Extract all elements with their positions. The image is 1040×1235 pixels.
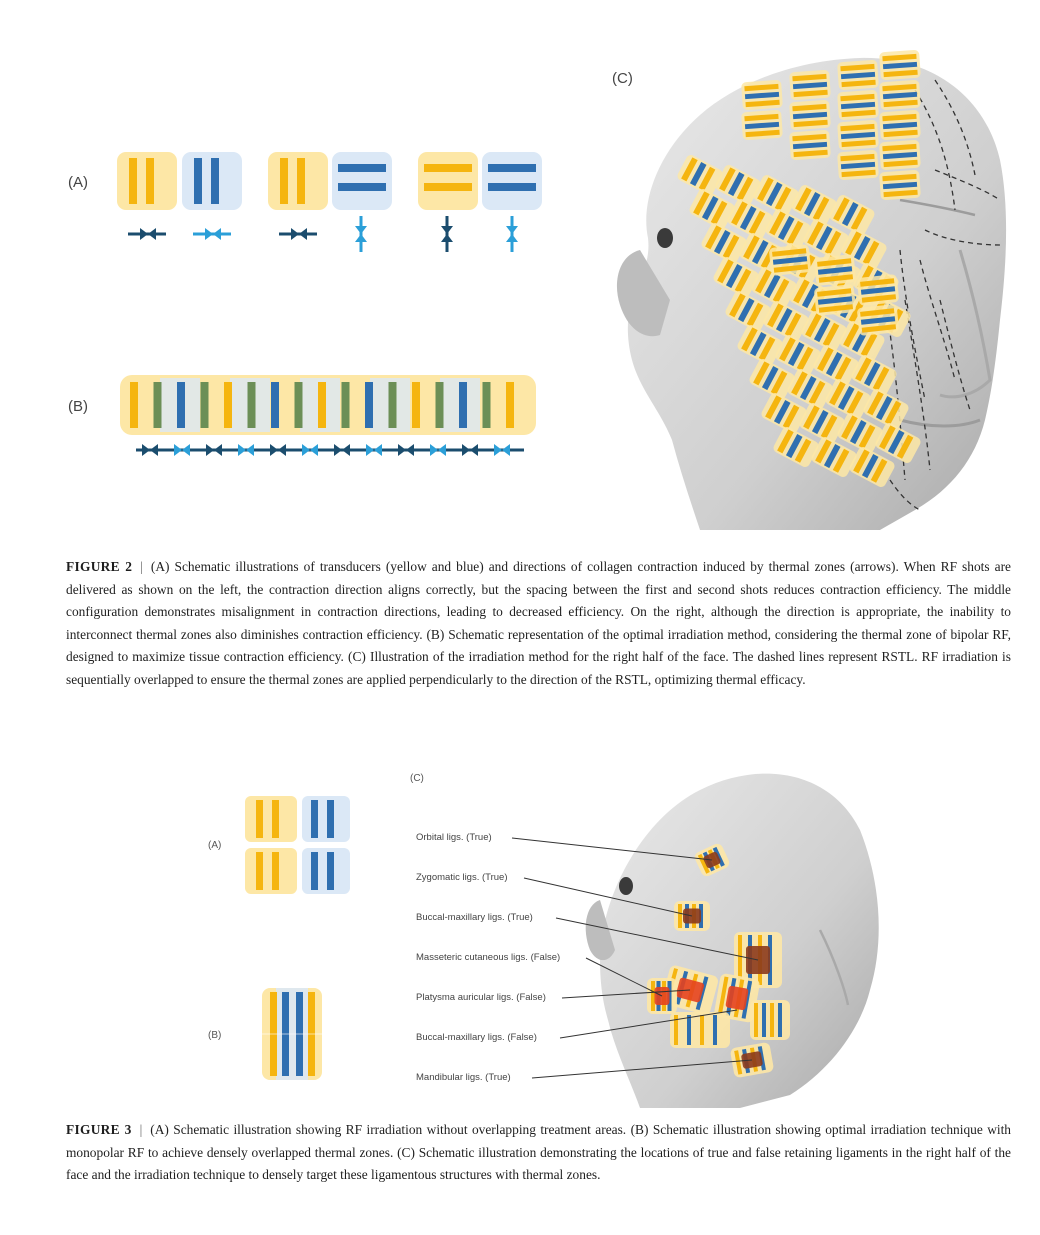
fig2c-transducer — [789, 130, 831, 161]
fig2b-bar — [295, 382, 303, 428]
fig2-caption-separator: | — [140, 559, 143, 574]
fig3c-thermal-zone — [647, 978, 677, 1014]
fig2b-arrowhead — [310, 444, 318, 456]
fig3c-thermal-zone — [750, 1000, 790, 1040]
fig2b-arrowhead — [270, 444, 278, 456]
fig2b-arrowhead — [502, 444, 510, 456]
ligament-label: Platysma auricular ligs. (False) — [416, 992, 546, 1003]
fig3-caption-number: FIGURE 3 — [66, 1122, 132, 1137]
fig2c-transducer — [837, 150, 879, 181]
leader-line — [556, 918, 758, 960]
fig2-caption-number: FIGURE 2 — [66, 559, 133, 574]
fig2b-arrows — [136, 444, 524, 456]
fig2c-transducer — [857, 274, 900, 306]
fig2b-bar — [248, 382, 256, 428]
fig2c-transducer — [814, 284, 857, 316]
fig2-caption-text: (A) Schematic illustrations of transducers (yellow and blue) and directions of collagen contraction induced by thermal zones (arrows). When RF shots are delivered as shown on the left, the contraction direction aligns correctly, but the spacing between the first and second shots reduces contraction efficiency. The middle configuration demonstrates misalignment in contraction directions, leading to decreased efficiency. On the right, although the direction is appropriate, the inability to interconnect thermal zones also diminishes contraction efficiency. (B) Schematic representation of the optimal irradiation method, considering the thermal zone of bipolar RF, designed to maximize tissue contraction efficiency. (C) Illustration of the irradiation method for the right half of the face. The dashed lines represent RSTL. RF irradiation is sequentially overlapped to ensure the thermal zones are applied perpendicularly to the direction of the RSTL, optimizing thermal efficacy. — [66, 559, 1011, 687]
fig2b-arrowhead — [462, 444, 470, 456]
fig3c-thermal-zone — [693, 842, 731, 878]
fig3c-thermal-zone — [730, 1042, 775, 1078]
fig3c-thermal-zone — [674, 901, 710, 931]
fig2c-transducer — [837, 120, 879, 151]
fig2c-transducer — [837, 90, 879, 121]
fig2c-transducer — [789, 100, 831, 131]
fig2b-arrowhead — [334, 444, 342, 456]
fig2b-bar — [154, 382, 162, 428]
ligament-label: Masseteric cutaneous ligs. (False) — [416, 952, 561, 963]
fig2b-arrowhead — [278, 444, 286, 456]
fig2b-arrowhead — [366, 444, 374, 456]
fig2b-arrowhead — [302, 444, 310, 456]
fig3-label-b: (B) — [208, 1030, 222, 1041]
contraction-arrow-vertical-light — [355, 216, 367, 252]
fig2b-bar — [201, 382, 209, 428]
fig2b-arrowhead — [206, 444, 214, 456]
contraction-arrow-vertical-dark — [441, 216, 453, 252]
leader-line — [512, 838, 712, 860]
ligament-label: Orbital ligs. (True) — [416, 832, 492, 843]
fig2b-arrowhead — [174, 444, 182, 456]
fig2c-transducer — [857, 304, 900, 336]
transducer-yellow-vertical — [117, 152, 177, 210]
fig2c-transducer — [879, 110, 921, 141]
fig2b-arrowhead — [342, 444, 350, 456]
fig3c-thermal-zone — [670, 1012, 730, 1048]
fig3c-face — [586, 774, 879, 1108]
leader-line — [586, 958, 662, 996]
transducer-yellow-vertical — [268, 152, 328, 210]
ligament-label: Buccal-maxillary ligs. (False) — [416, 1032, 537, 1043]
fig2b-bar — [224, 382, 232, 428]
transducer-yellow-horizontal — [418, 152, 478, 210]
fig3b-overlapped — [262, 988, 322, 1080]
fig2c-face — [617, 50, 1006, 530]
fig2b-arrowhead — [470, 444, 478, 456]
fig2b-arrowhead — [406, 444, 414, 456]
transducer-blue-horizontal — [482, 152, 542, 210]
fig3a-grid — [245, 796, 350, 894]
fig2-illustration — [0, 0, 1040, 540]
fig2c-transducer — [814, 254, 857, 286]
ligament-label: Buccal-maxillary ligs. (True) — [416, 912, 533, 923]
transducer-blue-horizontal — [332, 152, 392, 210]
fig2b-bar — [271, 382, 279, 428]
fig2b-bar — [483, 382, 491, 428]
fig2b-arrowhead — [238, 444, 246, 456]
fig2b-bar — [436, 382, 444, 428]
fig2c-transducer — [741, 110, 783, 141]
fig3c-thermal-zone — [661, 964, 720, 1016]
fig2b-arrowhead — [182, 444, 190, 456]
fig2b-bar — [365, 382, 373, 428]
fig2c-transducer — [789, 70, 831, 101]
fig3-caption-separator: | — [139, 1122, 143, 1137]
fig2b-bar — [389, 382, 397, 428]
fig2b-arrowhead — [438, 444, 446, 456]
fig2c-transducer — [879, 140, 921, 171]
fig2-label-b: (B) — [68, 398, 88, 415]
fig3-label-c: (C) — [410, 773, 424, 784]
fig2b-bar — [318, 382, 326, 428]
fig3-caption — [66, 1119, 1011, 1187]
ear-marker — [657, 228, 673, 248]
fig2a-arrows — [128, 216, 518, 252]
fig2-label-c: (C) — [612, 70, 633, 87]
contraction-arrow-horizontal-dark — [128, 228, 166, 240]
fig3-label-a: (A) — [208, 840, 222, 851]
fig2b-arrowhead — [430, 444, 438, 456]
fig2-caption — [66, 556, 1011, 692]
contraction-arrow-horizontal-light — [193, 228, 231, 240]
fig2b-arrowhead — [398, 444, 406, 456]
fig2b-arrowhead — [142, 444, 150, 456]
leader-line — [524, 878, 692, 916]
fig2b-arrowhead — [246, 444, 254, 456]
fig2-label-a: (A) — [68, 174, 88, 191]
fig3-caption-text: (A) Schematic illustration showing RF irradiation without overlapping treatment areas. (B) Schematic illustration showing optimal irradiation technique with monopolar RF to achieve densely overlapped thermal zones. (C) Schematic illustration demonstrating the locations of true and false retaining ligaments in the right half of the face and the irradiation technique to densely target these ligamentous structures with thermal zones. — [66, 1122, 1011, 1183]
fig2c-transducer — [879, 80, 921, 111]
ligament-label: Zygomatic ligs. (True) — [416, 872, 508, 883]
fig2b-bar — [412, 382, 420, 428]
contraction-arrow-vertical-light — [506, 216, 518, 252]
leader-line — [532, 1060, 752, 1078]
fig2c-transducer — [769, 244, 812, 276]
leader-line — [560, 1010, 737, 1038]
fig2b-bar — [459, 382, 467, 428]
contraction-arrow-horizontal-dark — [279, 228, 317, 240]
fig2b-bar — [130, 382, 138, 428]
fig2b-arrowhead — [150, 444, 158, 456]
fig2b-overlapped-row — [120, 375, 536, 435]
fig2c-transducer — [879, 50, 921, 81]
fig2b-arrowhead — [374, 444, 382, 456]
fig3c-thermal-zone — [734, 932, 782, 988]
fig2b-bar — [506, 382, 514, 428]
ligament-label: Mandibular ligs. (True) — [416, 1072, 511, 1083]
fig2b-arrowhead — [494, 444, 502, 456]
fig2c-transducer — [741, 80, 783, 111]
fig2c-transducer — [879, 170, 921, 201]
transducer-blue-vertical — [182, 152, 242, 210]
fig2b-bar — [342, 382, 350, 428]
leader-line — [562, 990, 690, 998]
fig2a-transducers — [117, 152, 542, 210]
fig2b-bar — [177, 382, 185, 428]
fig2b-arrowhead — [214, 444, 222, 456]
fig3c-thermal-zone — [713, 973, 760, 1023]
fig2c-transducer — [837, 60, 879, 91]
